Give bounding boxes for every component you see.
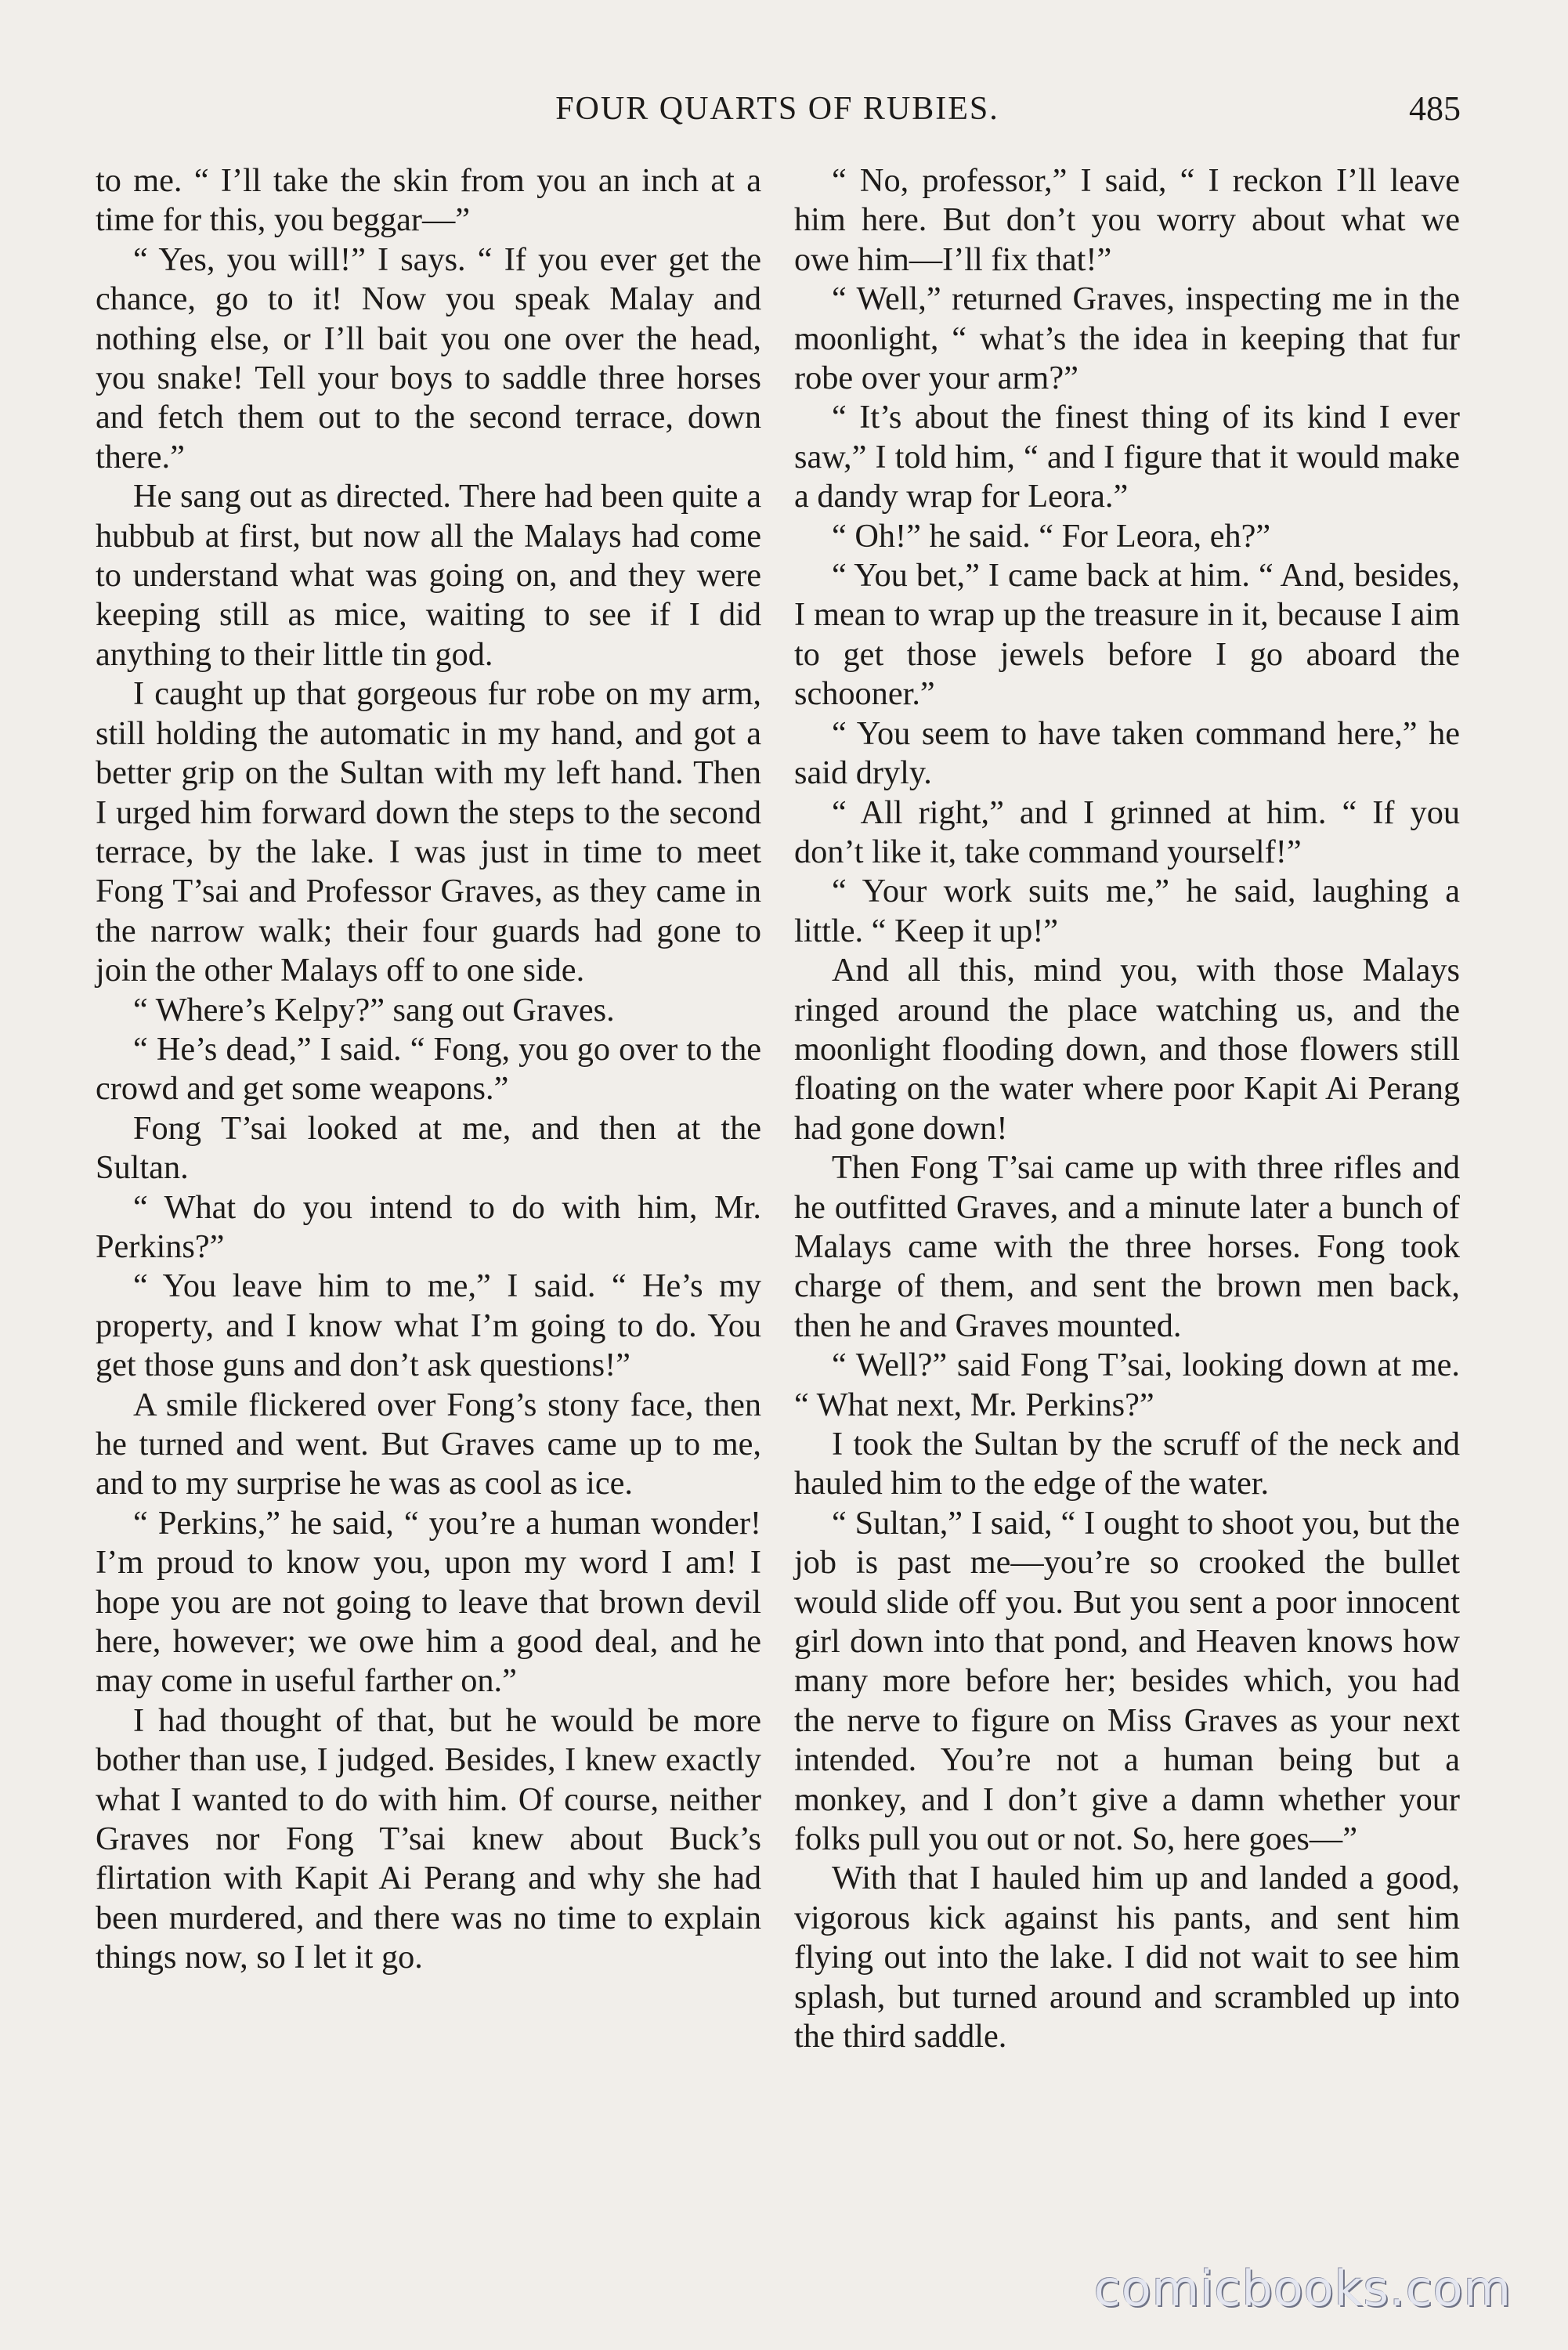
paragraph: I caught up that gorgeous fur robe on my arm, still holding the automatic in my hand, and got a better grip on the Sultan with my left hand. Then I urged him forward down the steps to the second terrace, by the lake. I was just in time to meet Fong T’sai and Professor Graves, as they came in the narrow walk; their four guards had gone to join the other Malays off to one side. [96,675,761,989]
paragraph: “ Oh!” he said. “ For Leora, eh?” [832,517,1271,555]
paragraph: “ What do you intend to do with him, Mr. Perkins?” [96,1188,761,1265]
paragraph: He sang out as directed. There had been quite a hubbub at first, but now all the Malays had come to understand what was going on, and they were keeping still as mice, waiting to see if I did anything to their little tin god. [96,478,761,673]
paragraph: Then Fong T’sai came up with three rifles and he outfitted Graves, and a minute later a bunch of Malays came with the three horses. Fong took charge of them, and sent the brown men back, then he and Graves mounted. [794,1149,1460,1344]
paragraph: “ Well?” said Fong T’sai, looking down at me. “ What next, Mr. Perkins?” [794,1347,1460,1423]
paragraph: With that I hauled him up and landed a good, vigorous kick against his pants, and sent him flying out into the lake. I did not wait to see him splash, but turned around and scrambled up into the third saddle. [794,1860,1460,2055]
text-column-left [96,161,761,1978]
paragraph: “ Yes, you will!” I says. “ If you ever get the chance, go to it! Now you speak Malay and nothing else, or I’ll bait you one over the head, you snake! Tell your boys to saddle three horses and fetch them out to the second terrace, down there.” [96,240,761,475]
paragraph: “ It’s about the finest thing of its kind I ever saw,” I told him, “ and I figure that it would make a dandy wrap for Leora.” [794,399,1460,515]
running-title: FOUR QUARTS OF RUBIES. [555,91,999,127]
paragraph: I had thought of that, but he would be more bother than use, I judged. Besides, I knew exactly what I wanted to do with him. Of course, neither Graves nor Fong T’sai knew about Buck’s flirtation with Kapit Ai Perang and why she had been murdered, and there was no time to explain things now, so I let it go. [96,1701,761,1976]
page-number: 485 [1409,89,1461,128]
paragraph: And all this, mind you, with those Malays ringed around the place watching us, and the moonlight flooding down, and those flowers still floating on the water where poor Kapit Ai Perang had gone down! [794,952,1460,1147]
paragraph: “ Where’s Kelpy?” sang out Graves. [133,991,615,1029]
page-header [94,81,1461,136]
paragraph: “ He’s dead,” I said. “ Fong, you go over to the crowd and get some weapons.” [96,1030,761,1108]
text-column-right [794,161,1460,2057]
paragraph: “ No, professor,” I said, “ I reckon I’ll leave him here. But don’t you worry about what we owe him—I’ll fix that!” [794,162,1460,278]
paragraph: A smile flickered over Fong’s stony face, then he turned and went. But Graves came up to me, and to my surprise he was as cool as ice. [96,1386,761,1502]
paragraph: “ You seem to have taken command here,” he said dryly. [794,714,1460,792]
paragraph: “ Perkins,” he said, “ you’re a human wonder! I’m proud to know you, upon my word I am! I hope you are not going to leave that brown devil here, however; we owe him a good deal, and he may come in useful farther on.” [96,1504,761,1700]
paragraph: “ All right,” and I grinned at him. “ If you don’t like it, take command yourself!” [794,794,1460,870]
paragraph: “ Sultan,” I said, “ I ought to shoot you, but the job is past me—you’re so crooked the bullet would slide off you. But you sent a poor innocent girl down into that pond, and Heaven knows how many more before her; besides which, you had the nerve to figure on Miss Graves as your next intended. You’re not a human being but a monkey, and I don’t give a damn whether your folks pull you out or not. So, here goes—” [794,1504,1460,1858]
paragraph: to me. “ I’ll take the skin from you an inch at a time for this, you beggar—” [96,162,761,239]
paragraph: “ You leave him to me,” I said. “ He’s my property, and I know what I’m going to do. You get those guns and don’t ask questions!” [96,1267,761,1384]
paragraph: I took the Sultan by the scruff of the neck and hauled him to the edge of the water. [794,1426,1460,1502]
paragraph: “ Your work suits me,” he said, laughing a little. “ Keep it up!” [794,873,1460,949]
paragraph: “ You bet,” I came back at him. “ And, besides, I mean to wrap up the treasure in it, because I aim to get those jewels before I go aboard the schooner.” [794,557,1460,713]
paragraph: “ Well,” returned Graves, inspecting me in the moonlight, “ what’s the idea in keeping that fur robe over your arm?” [794,280,1460,397]
watermark: comicbooks.com [1093,2260,1512,2317]
paragraph: Fong T’sai looked at me, and then at the Sultan. [96,1109,761,1187]
